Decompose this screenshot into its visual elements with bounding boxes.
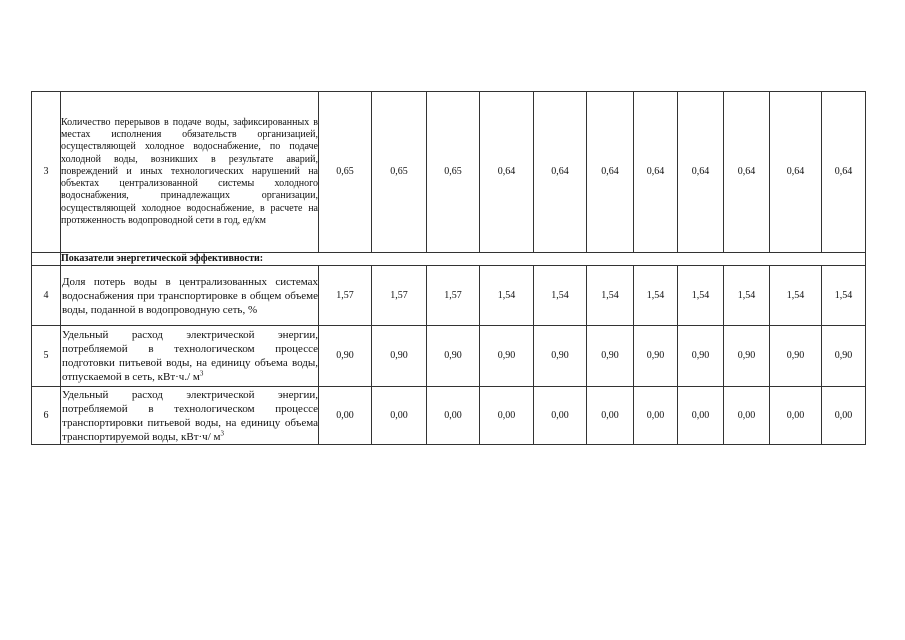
value-cell: 0,00 — [372, 387, 427, 445]
value-cell: 0,00 — [770, 387, 822, 445]
value-cell: 0,90 — [534, 326, 587, 387]
value-cell: 0,00 — [634, 387, 678, 445]
section-header-row — [32, 253, 866, 266]
value-cell: 0,64 — [480, 92, 534, 253]
value-cell: 0,90 — [822, 326, 866, 387]
value-cell: 0,00 — [587, 387, 634, 445]
value-cell: 1,54 — [678, 266, 724, 326]
value-cell: 0,64 — [587, 92, 634, 253]
unit-superscript: 3 — [220, 429, 224, 438]
table-row-3 — [32, 92, 866, 253]
value-cell: 0,64 — [634, 92, 678, 253]
indicator-description: Доля потерь воды в централизованных системах водоснабжения при транспортировке в общем объеме воды, поданной в водопроводную сеть, % — [61, 266, 319, 326]
indicators-table — [31, 91, 866, 445]
value-cell: 0,90 — [372, 326, 427, 387]
value-cell: 0,00 — [427, 387, 480, 445]
value-cell: 1,57 — [319, 266, 372, 326]
value-cell: 1,54 — [634, 266, 678, 326]
value-cell: 1,54 — [534, 266, 587, 326]
value-cell: 0,65 — [319, 92, 372, 253]
value-cell: 0,64 — [534, 92, 587, 253]
value-cell: 0,00 — [534, 387, 587, 445]
value-cell: 1,54 — [480, 266, 534, 326]
table-row-6 — [32, 387, 866, 445]
value-cell: 0,90 — [480, 326, 534, 387]
value-cell: 0,00 — [724, 387, 770, 445]
value-cell: 1,54 — [587, 266, 634, 326]
value-cell: 1,54 — [822, 266, 866, 326]
value-cell: 0,64 — [770, 92, 822, 253]
unit-superscript: 3 — [199, 369, 204, 378]
value-cell: 1,54 — [770, 266, 822, 326]
value-cell: 0,64 — [678, 92, 724, 253]
value-cell: 0,00 — [480, 387, 534, 445]
value-cell: 0,65 — [427, 92, 480, 253]
row-number: 6 — [32, 387, 61, 445]
indicator-description: Количество перерывов в подаче воды, зафиксированных в местах исполнения обязательств организацией, осуществляющей холодное водоснабжение, по подаче холодной воды, возникших в результате аварий, повреждений и иных технологических нарушений на объектах централизованной системы холодного водоснабжения, принадлежащих организации, осуществляющей холодное водоснабжение, в расчете на протяженность водопроводной сети в год, ед/км — [61, 92, 319, 253]
section-title: Показатели энергетической эффективности: — [61, 253, 866, 266]
indicator-text: Удельный расход электрической энергии, потребляемой в технологическом процессе транспортировки питьевой воды, на единицу объема транспортируемой воды, кВт·ч/ м — [62, 388, 318, 443]
value-cell: 1,57 — [427, 266, 480, 326]
value-cell: 0,65 — [372, 92, 427, 253]
row-number: 4 — [32, 266, 61, 326]
value-cell: 0,90 — [319, 326, 372, 387]
value-cell: 0,64 — [724, 92, 770, 253]
row-number: 5 — [32, 326, 61, 387]
value-cell: 0,90 — [427, 326, 480, 387]
value-cell: 0,64 — [822, 92, 866, 253]
value-cell: 0,90 — [724, 326, 770, 387]
value-cell: 0,90 — [770, 326, 822, 387]
value-cell: 1,54 — [724, 266, 770, 326]
indicator-description — [61, 387, 319, 445]
table-row-4 — [32, 266, 866, 326]
value-cell: 0,90 — [678, 326, 724, 387]
value-cell: 0,90 — [587, 326, 634, 387]
value-cell: 0,90 — [634, 326, 678, 387]
row-number: 3 — [32, 92, 61, 253]
indicator-description — [61, 326, 319, 387]
value-cell: 0,00 — [822, 387, 866, 445]
table-row-5 — [32, 326, 866, 387]
value-cell: 0,00 — [319, 387, 372, 445]
value-cell: 1,57 — [372, 266, 427, 326]
value-cell: 0,00 — [678, 387, 724, 445]
indicator-text: Удельный расход электрической энергии, потребляемой в технологическом процессе подготовки питьевой воды, на единицу объема воды, отпускаемой в сеть, кВт·ч./ м — [62, 329, 318, 384]
